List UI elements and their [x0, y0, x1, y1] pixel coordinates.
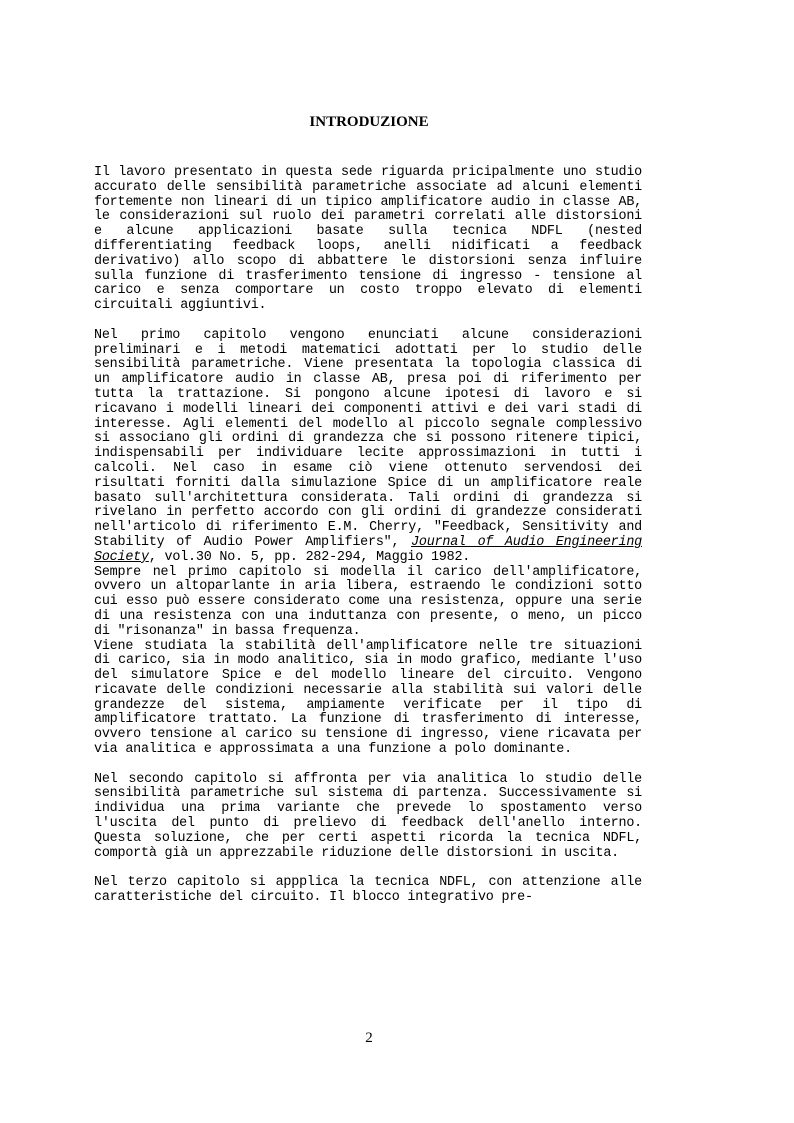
- paragraph-1: Il lavoro presentato in questa sede riguarda pricipalmente uno studio accurato delle sensibilità parametriche associate ad alcuni elementi fortemente non lineari di un tipico amplificatore audio in classe AB, le considerazioni sul ruolo dei parametri correlati alle distorsioni e alcune applicazioni basate sulla tecnica NDFL (nested differentiating feedback loops, anelli nidificati a feedback derivativo) allo scopo di abbattere le distorsioni senza influire sulla funzione di trasferimento tensione di ingresso - tensione al carico e senza comportare un costo troppo elevato di elementi circuitali aggiuntivi.: [94, 165, 642, 314]
- paragraph-2-citation: , vol.30 No. 5, pp. 282-294, Maggio 1982.: [148, 549, 471, 565]
- paragraph-2: [94, 329, 642, 566]
- paragraph-2-text: Nel primo capitolo vengono enunciati alcune considerazioni preliminari e i metodi matematici adottati per lo studio delle sensibilità parametriche. Viene presentata la topologia classica di un amplificatore audio in classe AB, presa poi di riferimento per tutta la trattazione. Si pongono alcune ipotesi di lavoro e si ricavano i modelli lineari dei componenti attivi e dei vari stadi di interesse. Agli elementi del modello al piccolo segnale complessivo si associano gli ordini di grandezza che si possono ritenere tipici, indispensabili per individuare lecite approssimazioni in tutti i calcoli. Nel caso in esame ciò viene ottenuto servendosi dei risultati forniti dalla simulazione Spice di un amplificatore reale basato sull'architettura considerata. Tali ordini di grandezza si rivelano in perfetto accordo con gli ordini di grandezze considerati nell'articolo di riferimento E.M. Cherry, "Feedback, Sensitivity and Stability of Audio Power Amplifiers",: [94, 327, 642, 550]
- journal-link[interactable]: Journal of Audio Engineering Society: [94, 534, 642, 565]
- page-number: 2: [365, 1030, 373, 1046]
- paragraph-5: Nel secondo capitolo si affronta per via analitica lo studio delle sensibilità parametriche sul sistema di partenza. Successivamente si individua una prima variante che prevede lo spostamento verso l'uscita del punto di prelievo di feedback dell'anello interno. Questa soluzione, che per certi aspetti ricorda la tecnica NDFL, comportà già un apprezzabile riduzione delle distorsioni in uscita.: [94, 771, 642, 861]
- page-title: INTRODUZIONE: [309, 114, 429, 130]
- body-text: [94, 166, 642, 906]
- paragraph-4: Viene studiata la stabilità dell'amplificatore nelle tre situazioni di carico, sia in modo analitico, sia in modo grafico, mediante l'uso del simulatore Spice e del modello lineare del circuito. Vengono ricavate delle condizioni necessarie alla stabilità sui valori delle grandezze del sistema, ampiamente verificate per il tipo di amplificatore trattato. La funzione di trasferimento di interesse, ovvero tensione al carico su tensione di ingresso, viene ricavata per via analitica e approssimata a una funzione a polo dominante.: [94, 638, 642, 758]
- paragraph-3: Sempre nel primo capitolo si modella il carico dell'amplificatore, ovvero un altoparlante in aria libera, estraendo le condizioni sotto cui esso può essere considerato come una resistenza, oppure una serie di una resistenza con una induttanza con presente, o meno, un picco di "risonanza" in bassa frequenza.: [94, 564, 642, 639]
- paragraph-6: Nel terzo capitolo si appplica la tecnica NDFL, con attenzione alle caratteristiche del circuito. Il blocco integrativo pre-: [94, 875, 642, 906]
